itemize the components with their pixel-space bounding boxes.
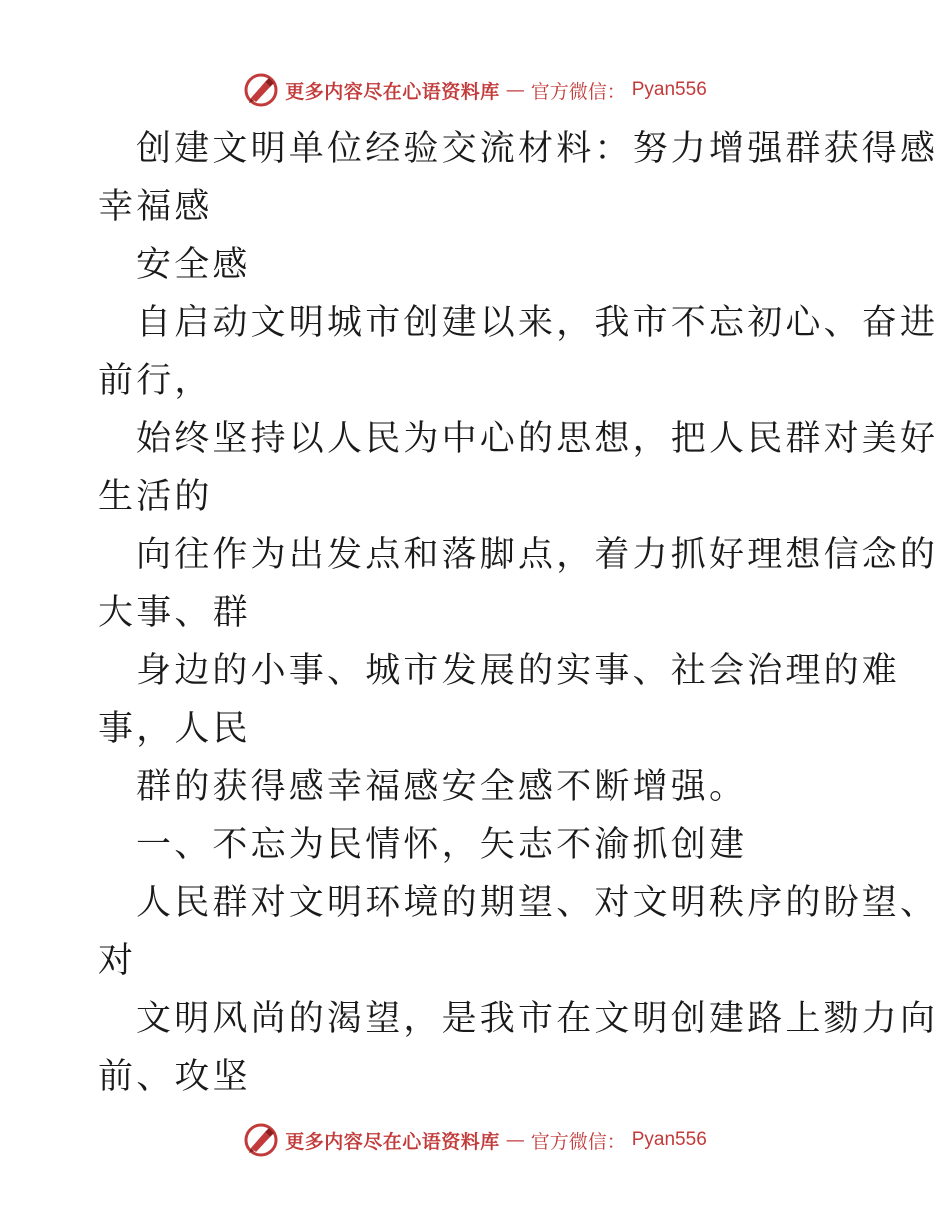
footer-watermark — [0, 1122, 950, 1158]
document-line: 前、攻坚 — [98, 1057, 251, 1097]
document-line: 安全感 — [136, 245, 251, 285]
document-line: 向往作为出发点和落脚点，着力抓好理想信念的 — [136, 535, 939, 575]
watermark-separator: — — [505, 79, 525, 101]
document-line: 群的获得感幸福感安全感不断增强。 — [136, 767, 748, 807]
document-line: 文明风尚的渴望，是我市在文明创建路上勠力向 — [136, 999, 939, 1039]
document-line: 身边的小事、城市发展的实事、社会治理的难 — [136, 651, 901, 691]
header-watermark — [0, 72, 950, 108]
document-body — [98, 120, 939, 1106]
watermark-brand: 更多内容尽在心语资料库 — [285, 80, 500, 103]
document-line: 事，人民 — [98, 709, 251, 749]
pen-logo-icon — [243, 1122, 279, 1158]
document-line: 人民群对文明环境的期望、对文明秩序的盼望、 — [136, 883, 939, 923]
document-line: 创建文明单位经验交流材料：努力增强群获得感 — [136, 129, 939, 169]
watermark-wechat-label: 官方微信： — [530, 1130, 626, 1153]
watermark-wechat-id: Pyan556 — [631, 79, 707, 100]
watermark-brand: 更多内容尽在心语资料库 — [285, 1130, 500, 1153]
watermark-wechat-label: 官方微信： — [530, 80, 626, 103]
document-line: 生活的 — [98, 477, 213, 517]
watermark-wechat-id: Pyan556 — [631, 1129, 707, 1150]
document-line: 自启动文明城市创建以来，我市不忘初心、奋进 — [136, 303, 939, 343]
pen-logo-icon — [243, 72, 279, 108]
document-line: 前行， — [98, 361, 213, 401]
watermark-separator: — — [505, 1129, 525, 1151]
document-line: 幸福感 — [98, 187, 213, 227]
document-line: 始终坚持以人民为中心的思想，把人民群对美好 — [136, 419, 939, 459]
document-line: 大事、群 — [98, 593, 251, 633]
document-line: 对 — [98, 941, 137, 981]
document-line: 一、不忘为民情怀，矢志不渝抓创建 — [136, 825, 748, 865]
